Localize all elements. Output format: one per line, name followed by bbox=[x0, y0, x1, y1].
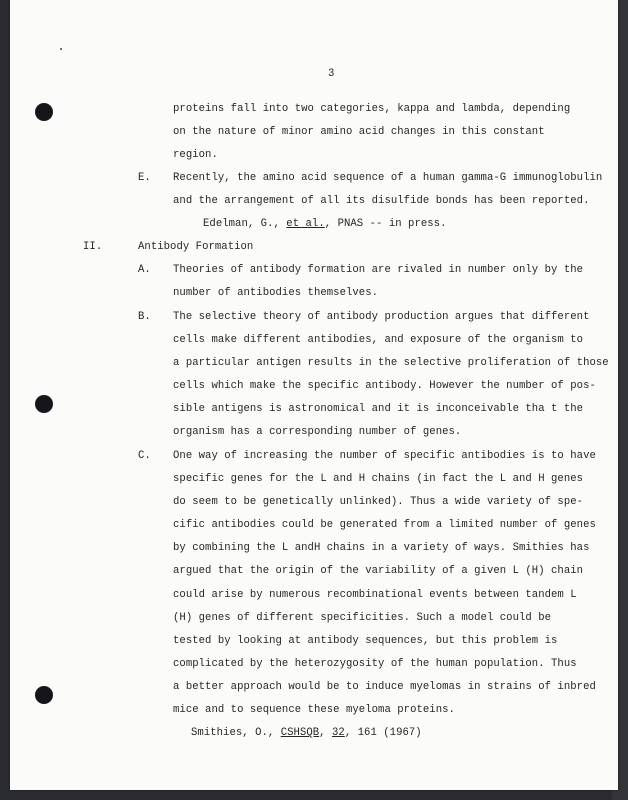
text-line: proteins fall into two categories, kappa and lambda, depending bbox=[173, 103, 571, 115]
item-label-c: C. bbox=[138, 450, 151, 462]
ref-pages-year: , 161 (1967) bbox=[344, 727, 422, 739]
punch-hole-top bbox=[35, 103, 53, 121]
text-line: tested by looking at antibody sequences, but this problem is bbox=[173, 635, 558, 647]
ref-etal: et al. bbox=[286, 218, 325, 230]
text-line: a better approach would be to induce myelomas in strains of inbred bbox=[173, 681, 596, 693]
text-line: complicated by the heterozygosity of the human population. Thus bbox=[173, 658, 577, 670]
text-line: and the arrangement of all its disulfide bonds has been reported. bbox=[173, 195, 590, 207]
ref-author: Smithies, O., bbox=[191, 727, 281, 739]
section-number: II. bbox=[83, 241, 103, 253]
text-line: One way of increasing the number of specific antibodies is to have bbox=[173, 450, 596, 462]
text-line: (H) genes of different specificities. Such a model could be bbox=[173, 612, 552, 624]
text-line: could arise by numerous recombinational events between tandem L bbox=[173, 589, 577, 601]
text-line: organism has a corresponding number of genes. bbox=[173, 426, 462, 438]
punch-hole-middle bbox=[35, 395, 53, 413]
ref-separator: , bbox=[319, 727, 332, 739]
text-line: by combining the L andH chains in a variety of ways. Smithies has bbox=[173, 542, 590, 554]
item-label-a: A. bbox=[138, 264, 151, 276]
page-number: 3 bbox=[328, 68, 335, 80]
text-line: cific antibodies could be generated from a limited number of genes bbox=[173, 519, 596, 531]
item-label-e: E. bbox=[138, 172, 151, 184]
text-line: region. bbox=[173, 149, 218, 161]
text-line: number of antibodies themselves. bbox=[173, 287, 379, 299]
text-line: cells which make the specific antibody. However the number of pos- bbox=[173, 380, 596, 392]
text-line: cells make different antibodies, and exposure of the organism to bbox=[173, 334, 584, 346]
ref-volume: 32 bbox=[331, 727, 345, 739]
document-page bbox=[10, 0, 618, 790]
ref-journal: CSHSQB bbox=[280, 727, 320, 739]
reference-smithies bbox=[191, 726, 422, 740]
text-line: specific genes for the L and H chains (in fact the L and H genes bbox=[173, 473, 584, 485]
section-title: Antibody Formation bbox=[138, 241, 254, 253]
ref-source: , PNAS -- in press. bbox=[324, 218, 447, 230]
punch-hole-bottom bbox=[35, 686, 53, 704]
text-line: Theories of antibody formation are rivaled in number only by the bbox=[173, 264, 584, 276]
text-line: Recently, the amino acid sequence of a human gamma-G immunoglobulin bbox=[173, 172, 603, 184]
reference-edelman bbox=[203, 217, 447, 231]
paper-speck bbox=[60, 48, 62, 50]
text-line: do seem to be genetically unlinked). Thus a wide variety of spe- bbox=[173, 496, 584, 508]
text-line: The selective theory of antibody production argues that different bbox=[173, 311, 590, 323]
text-line: sible antigens is astronomical and it is inconceivable tha t the bbox=[173, 403, 584, 415]
item-label-b: B. bbox=[138, 311, 151, 323]
ref-author: Edelman, G., bbox=[203, 218, 287, 230]
text-line: mice and to sequence these myeloma proteins. bbox=[173, 704, 455, 716]
text-line: argued that the origin of the variability of a given L (H) chain bbox=[173, 565, 584, 577]
text-line: a particular antigen results in the selective proliferation of those bbox=[173, 357, 609, 369]
text-line: on the nature of minor amino acid changes in this constant bbox=[173, 126, 545, 138]
